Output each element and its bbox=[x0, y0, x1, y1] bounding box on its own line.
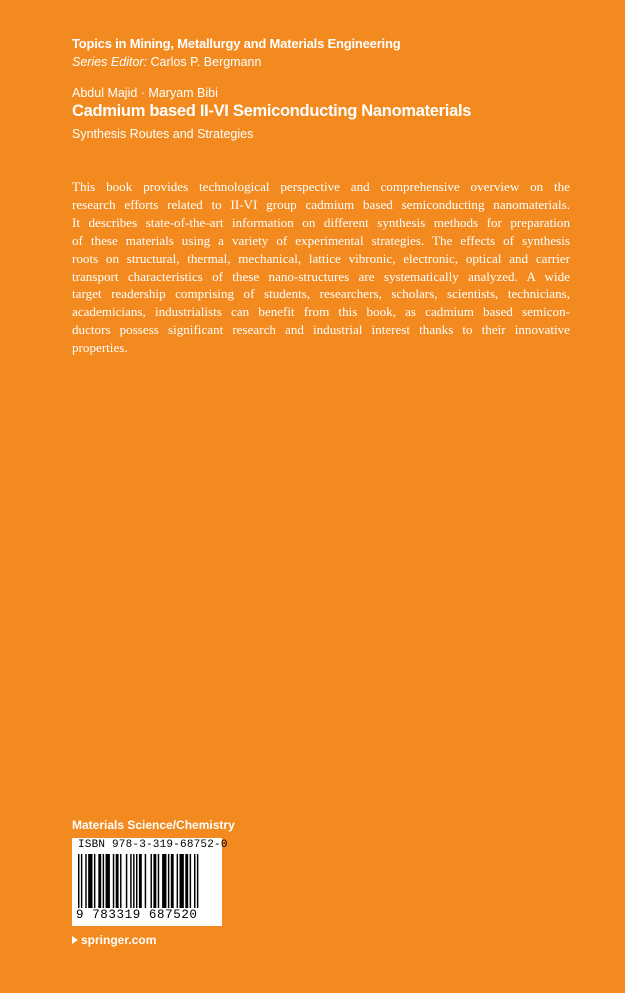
barcode-bar bbox=[103, 854, 104, 908]
barcode-bars bbox=[76, 854, 218, 910]
arrow-right-icon bbox=[72, 936, 78, 944]
barcode-bar bbox=[180, 854, 184, 908]
description-line: academicians, industrialists can benefit from this book, as cadmium based semicon- bbox=[72, 304, 570, 320]
series-editor-name: Carlos P. Bergmann bbox=[150, 55, 262, 69]
barcode-bar bbox=[113, 854, 114, 908]
barcode-bar bbox=[171, 854, 174, 908]
barcode-bar bbox=[133, 854, 134, 908]
barcode-bar bbox=[153, 854, 156, 908]
description-line: roots on structural, thermal, mechanical, lattice vibronic, electronic, optical and carrier bbox=[72, 250, 570, 266]
description-line: This book provides technological perspective and comprehensive overview on the bbox=[72, 179, 570, 194]
barcode-bar bbox=[151, 854, 152, 908]
barcode-bar bbox=[94, 854, 95, 908]
series-editor-label: Series Editor: bbox=[72, 55, 148, 69]
barcode-bar bbox=[78, 854, 79, 910]
publisher-url: springer.com bbox=[81, 933, 157, 947]
description-line: transport characteristics of these nano-structures are systematically analyzed. A wide bbox=[72, 268, 570, 284]
barcode-bar bbox=[126, 854, 127, 908]
book-authors: Abdul Majid · Maryam Bibi bbox=[72, 86, 218, 100]
isbn-label: ISBN 978-3-319-68752-0 bbox=[78, 839, 228, 851]
barcode-digits: 9 783319 687520 bbox=[76, 908, 218, 922]
book-title: Cadmium based II-VI Semiconducting Nanomaterials bbox=[72, 102, 472, 120]
barcode-bar bbox=[120, 854, 121, 908]
barcode-bar bbox=[88, 854, 92, 908]
barcode-bar bbox=[158, 854, 159, 908]
barcode-bar bbox=[194, 854, 195, 908]
publisher-link[interactable] bbox=[72, 933, 156, 947]
barcode-bar bbox=[116, 854, 119, 908]
barcode-bar bbox=[106, 854, 110, 908]
description-line: It describes state-of-the-art information on different synthesis methods for preparation bbox=[72, 214, 570, 230]
barcode-bar bbox=[162, 854, 166, 908]
barcode-bar bbox=[190, 854, 191, 908]
barcode-bar bbox=[136, 854, 137, 910]
subject-category: Materials Science/Chemistry bbox=[72, 818, 235, 832]
description-line: properties. bbox=[72, 340, 128, 356]
description-line: research efforts related to II-VI group cadmium based semiconducting nanomaterials. bbox=[72, 196, 570, 212]
isbn-barcode bbox=[72, 838, 228, 926]
description-line: of these materials using a variety of experimental strategies. The effects of synthesis bbox=[72, 232, 570, 248]
book-description bbox=[72, 178, 570, 357]
barcode-bar bbox=[81, 854, 82, 910]
barcode-bar bbox=[145, 854, 146, 908]
book-subtitle: Synthesis Routes and Strategies bbox=[72, 127, 254, 141]
description-line: target readership comprising of students, researchers, scholars, scientists, technicians, bbox=[72, 286, 570, 302]
series-title: Topics in Mining, Metallurgy and Materials Engineering bbox=[72, 36, 401, 51]
description-line: ductors possess significant research and industrial interest thanks to their innovative bbox=[72, 322, 570, 338]
barcode-bar bbox=[177, 854, 178, 908]
barcode-bar bbox=[185, 854, 188, 908]
barcode-bar bbox=[130, 854, 131, 908]
barcode-bar bbox=[85, 854, 86, 908]
barcode-bar bbox=[98, 854, 101, 908]
barcode-bar bbox=[139, 854, 142, 908]
barcode-bar bbox=[168, 854, 169, 908]
barcode-bar bbox=[197, 854, 198, 910]
series-editor bbox=[72, 55, 261, 69]
